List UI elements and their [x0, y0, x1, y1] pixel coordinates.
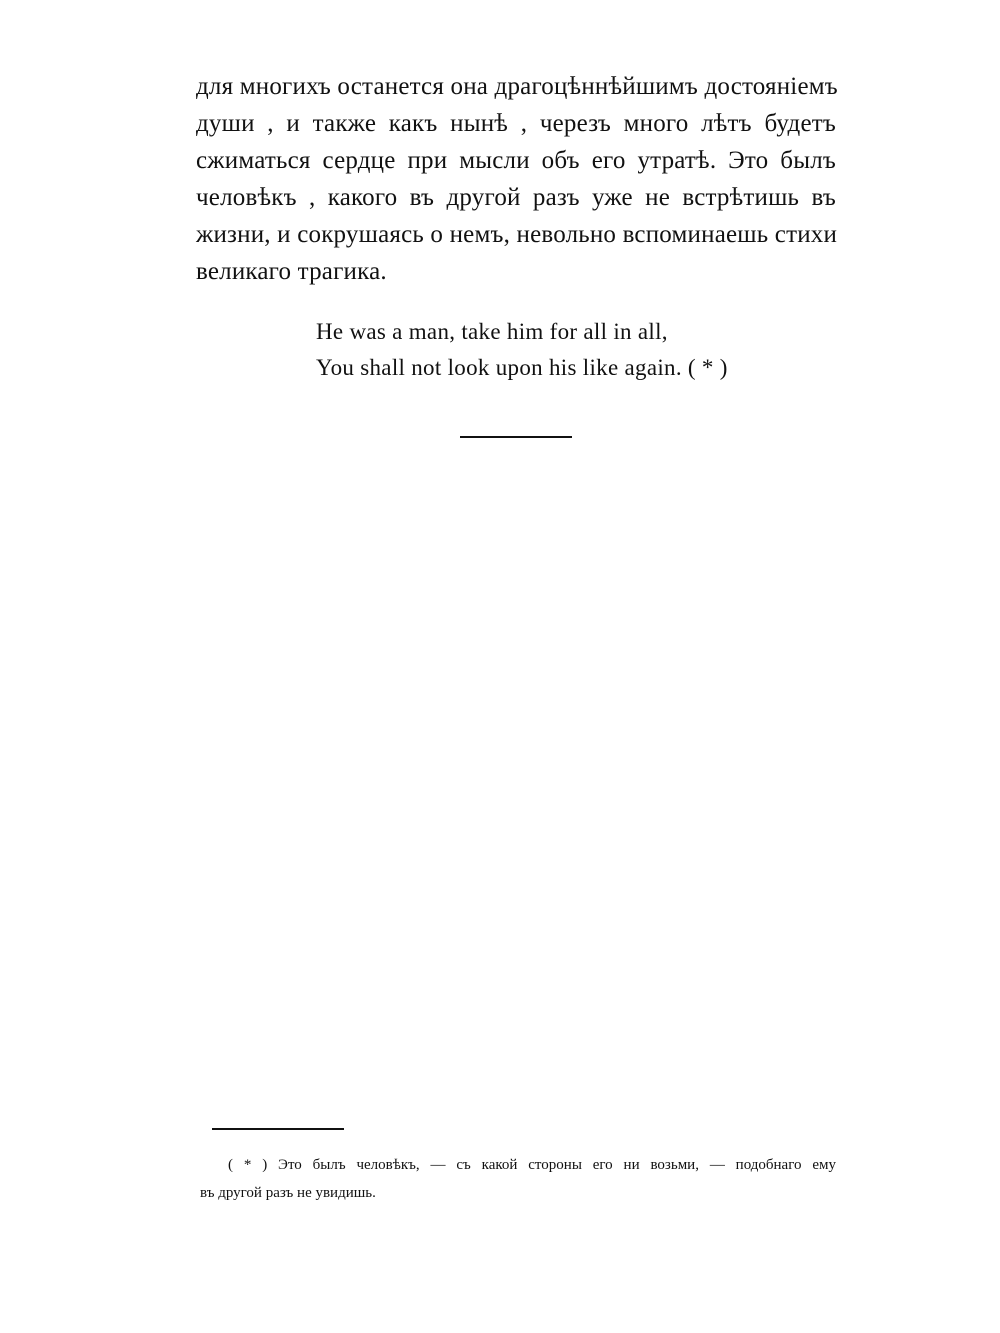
footnote-divider	[212, 1128, 344, 1130]
paragraph-line: великаго трагика.	[196, 258, 387, 285]
verse-line: He was a man, take him for all in all,	[316, 319, 668, 344]
section-divider	[460, 436, 572, 438]
paragraph-line: для многихъ останется она драгоцѣннѣйшимъ достояніемъ	[196, 73, 838, 100]
paragraph-line: человѣкъ , какого въ другой разъ уже не встрѣтишь въ	[196, 184, 836, 211]
footnote-line: въ другой разъ не увидишь.	[200, 1185, 376, 1201]
paragraph-line: сжиматься сердце при мысли объ его утратѣ. Это былъ	[196, 147, 836, 174]
quoted-verse	[316, 314, 816, 386]
paragraph-line: души , и также какъ нынѣ , черезъ много лѣтъ будетъ	[196, 110, 836, 137]
footnote	[200, 1151, 836, 1207]
paragraph-line: жизни, и сокрушаясь о немъ, невольно вспоминаешь стихи	[196, 221, 838, 248]
verse-line: You shall not look upon his like again. ( * )	[316, 355, 728, 380]
main-paragraph	[196, 68, 836, 290]
footnote-line: ( * ) Это былъ человѣкъ, — съ какой стороны его ни возьми, — подобнаго ему	[228, 1157, 836, 1173]
